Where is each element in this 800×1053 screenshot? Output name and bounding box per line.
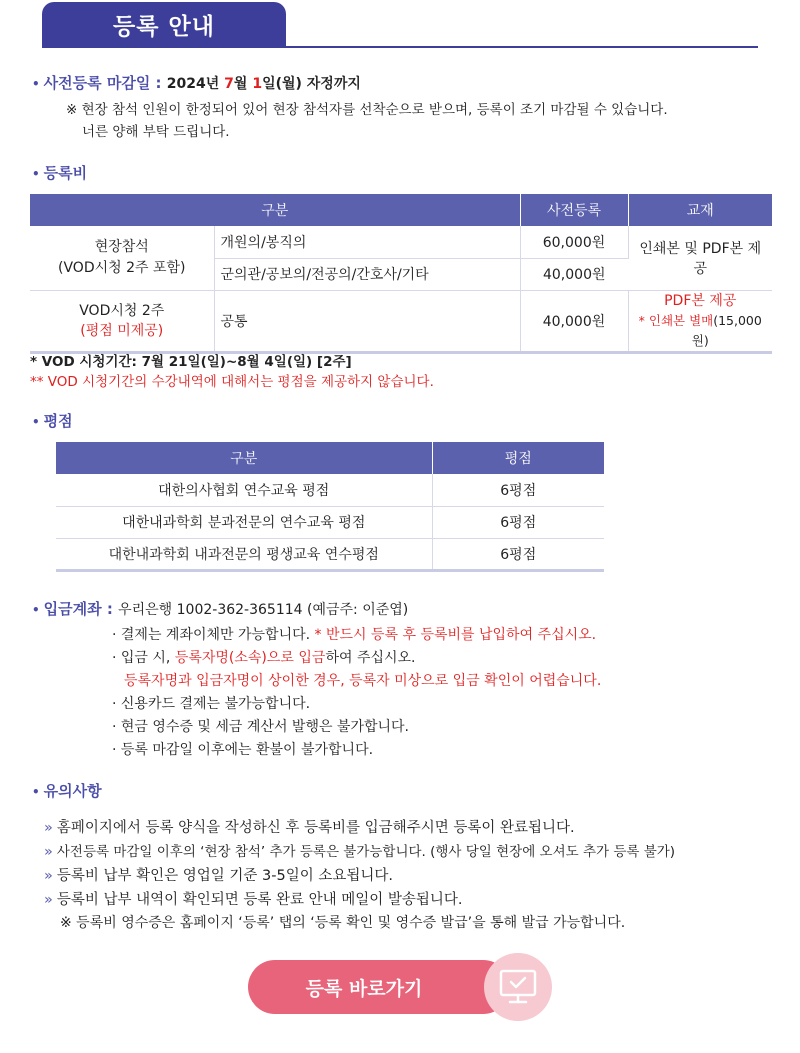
caution-item-text: 홈페이지에서 등록 양식을 작성하신 후 등록비를 입금해주시면 등록이 완료됩니다.: [56, 820, 575, 836]
fee-row1-group: [30, 226, 214, 290]
fee-row2-price: 40,000원: [520, 290, 628, 352]
fee-label: 등록비: [43, 164, 88, 182]
fee-header-category: 구분: [30, 194, 520, 226]
payment-line-1-text: · 결제는 계좌이체만 가능합니다.: [112, 627, 315, 643]
credits-section-heading: • 평점: [32, 412, 73, 430]
deadline-day-rest: 일(월) 자정까지: [262, 76, 361, 92]
credits-row-name: 대한의사협회 연수교육 평점: [56, 474, 432, 506]
receipt-note: ※ 등록비 영수증은 홈페이지 ‘등록’ 탭의 ‘등록 확인 및 영수증 발급’을 통해 발급 가능합니다.: [60, 915, 626, 931]
credits-row-value: 6평점: [432, 474, 604, 506]
fee-row1a-type: 개원의/봉직의: [214, 226, 520, 258]
credits-label: 평점: [43, 412, 73, 430]
payment-line-2-b: 등록자명(소속)으로 입금: [174, 650, 326, 666]
caution-item-text: 등록비 납부 확인은 영업일 기준 3-5일이 소요됩니다.: [56, 868, 393, 884]
fee-row1-book: 인쇄본 및 PDF본 제공: [628, 226, 772, 290]
credits-row-value: 6평점: [432, 538, 604, 570]
fee-row2-book-price: (15,000원): [691, 312, 762, 348]
title-divider: [42, 46, 758, 48]
fee-row2-group-title: VOD시청 2주: [79, 302, 165, 319]
payment-line-1-warning: * 반드시 등록 후 등록비를 납입하여 주십시오.: [314, 627, 597, 643]
payment-colon: :: [101, 600, 119, 618]
fee-row1a-price: 60,000원: [520, 226, 628, 258]
fee-row2-book: [628, 290, 772, 352]
fee-row1-group-title: 현장참석: [94, 238, 149, 255]
credits-header-category: 구분: [56, 442, 432, 474]
fee-table: [30, 194, 772, 354]
fee-row2-type: 공통: [214, 290, 520, 352]
deadline-section: [32, 72, 361, 93]
deadline-label: 사전등록 마감일: [43, 74, 151, 92]
fee-row2-book-main: PDF본 제공: [664, 292, 737, 309]
register-button-label: 등록 바로가기: [305, 977, 423, 1000]
payment-line-4: · 신용카드 결제는 불가능합니다.: [112, 696, 311, 712]
caution-item: [44, 816, 575, 837]
register-button[interactable]: [248, 960, 510, 1014]
credits-table: [56, 442, 604, 572]
arrow-icon: »: [44, 820, 53, 836]
credits-row-value: 6평점: [432, 506, 604, 538]
table-row: [56, 538, 604, 570]
payment-account: 우리은행 1002-362-365114 (예금주: 이준엽): [118, 602, 409, 618]
fee-row1b-type: 군의관/공보의/전공의/간호사/기타: [214, 258, 520, 290]
fee-header-book: 교재: [628, 194, 772, 226]
fee-row2-group: [30, 290, 214, 352]
caution-label: 유의사항: [43, 782, 102, 800]
deadline-month: 7: [224, 76, 234, 92]
deadline-colon: :: [150, 74, 167, 92]
page-title-text: 등록 안내: [113, 13, 215, 40]
arrow-icon: »: [44, 844, 53, 860]
fee-header-pre: 사전등록: [520, 194, 628, 226]
fee-row1-group-sub: (VOD시청 2주 포함): [58, 259, 186, 276]
credits-header-points: 평점: [432, 442, 604, 474]
caution-item: [44, 840, 675, 860]
fee-row2-group-sub: (평점 미제공): [80, 322, 164, 339]
payment-line-5: · 현금 영수증 및 세금 계산서 발행은 불가합니다.: [112, 719, 410, 735]
deadline-note-2: 너른 양해 부탁 드립니다.: [82, 124, 230, 140]
caution-item-text: 사전등록 마감일 이후의 ‘현장 참석’ 추가 등록은 불가능합니다. (행사 당일 현장에 오셔도 추가 등록 불가): [56, 844, 676, 860]
deadline-day: 1: [252, 76, 263, 92]
fee-row1b-price: 40,000원: [520, 258, 628, 290]
vod-note: ** VOD 시청기간의 수강내역에 대해서는 평점을 제공하지 않습니다.: [30, 374, 434, 390]
payment-section: • 입금계좌 : 우리은행 1002-362-365114 (예금주: 이준엽): [32, 600, 409, 618]
fee-row2-book-sub: * 인쇄본 별매: [638, 312, 714, 328]
page-title: [42, 2, 286, 46]
payment-line-2-a: · 입금 시,: [112, 650, 175, 666]
deadline-heading: • 사전등록 마감일 :: [32, 74, 167, 92]
caution-item-text: 등록비 납부 내역이 확인되면 등록 완료 안내 메일이 발송됩니다.: [56, 892, 463, 908]
caution-item: [44, 888, 463, 909]
deadline-year: 2024년: [166, 76, 225, 92]
credits-row-name: 대한내과학회 내과전문의 평생교육 연수평점: [56, 538, 432, 570]
deadline-note-1: ※ 현장 참석 인원이 한정되어 있어 현장 참석자를 선착순으로 받으며, 등록이 조기 마감될 수 있습니다.: [66, 102, 668, 118]
caution-item: [44, 864, 393, 885]
payment-line-1: [112, 624, 596, 644]
vod-period: * VOD 시청기간: 7월 21일(일)~8월 4일(일) [2주]: [30, 354, 352, 370]
payment-line-2: [112, 647, 416, 667]
payment-label: 입금계좌: [43, 600, 102, 618]
credits-row-name: 대한내과학회 분과전문의 연수교육 평점: [56, 506, 432, 538]
table-row: [56, 474, 604, 506]
payment-line-6: · 등록 마감일 이후에는 환불이 불가합니다.: [112, 742, 374, 758]
payment-line-2-c: 하여 주십시오.: [325, 650, 416, 666]
register-monitor-button[interactable]: [484, 953, 552, 1021]
payment-line-3: 등록자명과 입금자명이 상이한 경우, 등록자 미상으로 입금 확인이 어렵습니다.: [124, 673, 602, 689]
deadline-month-unit: 월: [233, 76, 253, 92]
table-row: [56, 506, 604, 538]
caution-section-heading: • 유의사항: [32, 782, 102, 800]
arrow-icon: »: [44, 868, 53, 884]
arrow-icon: »: [44, 892, 53, 908]
monitor-check-icon: [498, 968, 538, 1006]
fee-section-heading: • 등록비: [32, 164, 88, 182]
deadline-date: [167, 76, 361, 92]
